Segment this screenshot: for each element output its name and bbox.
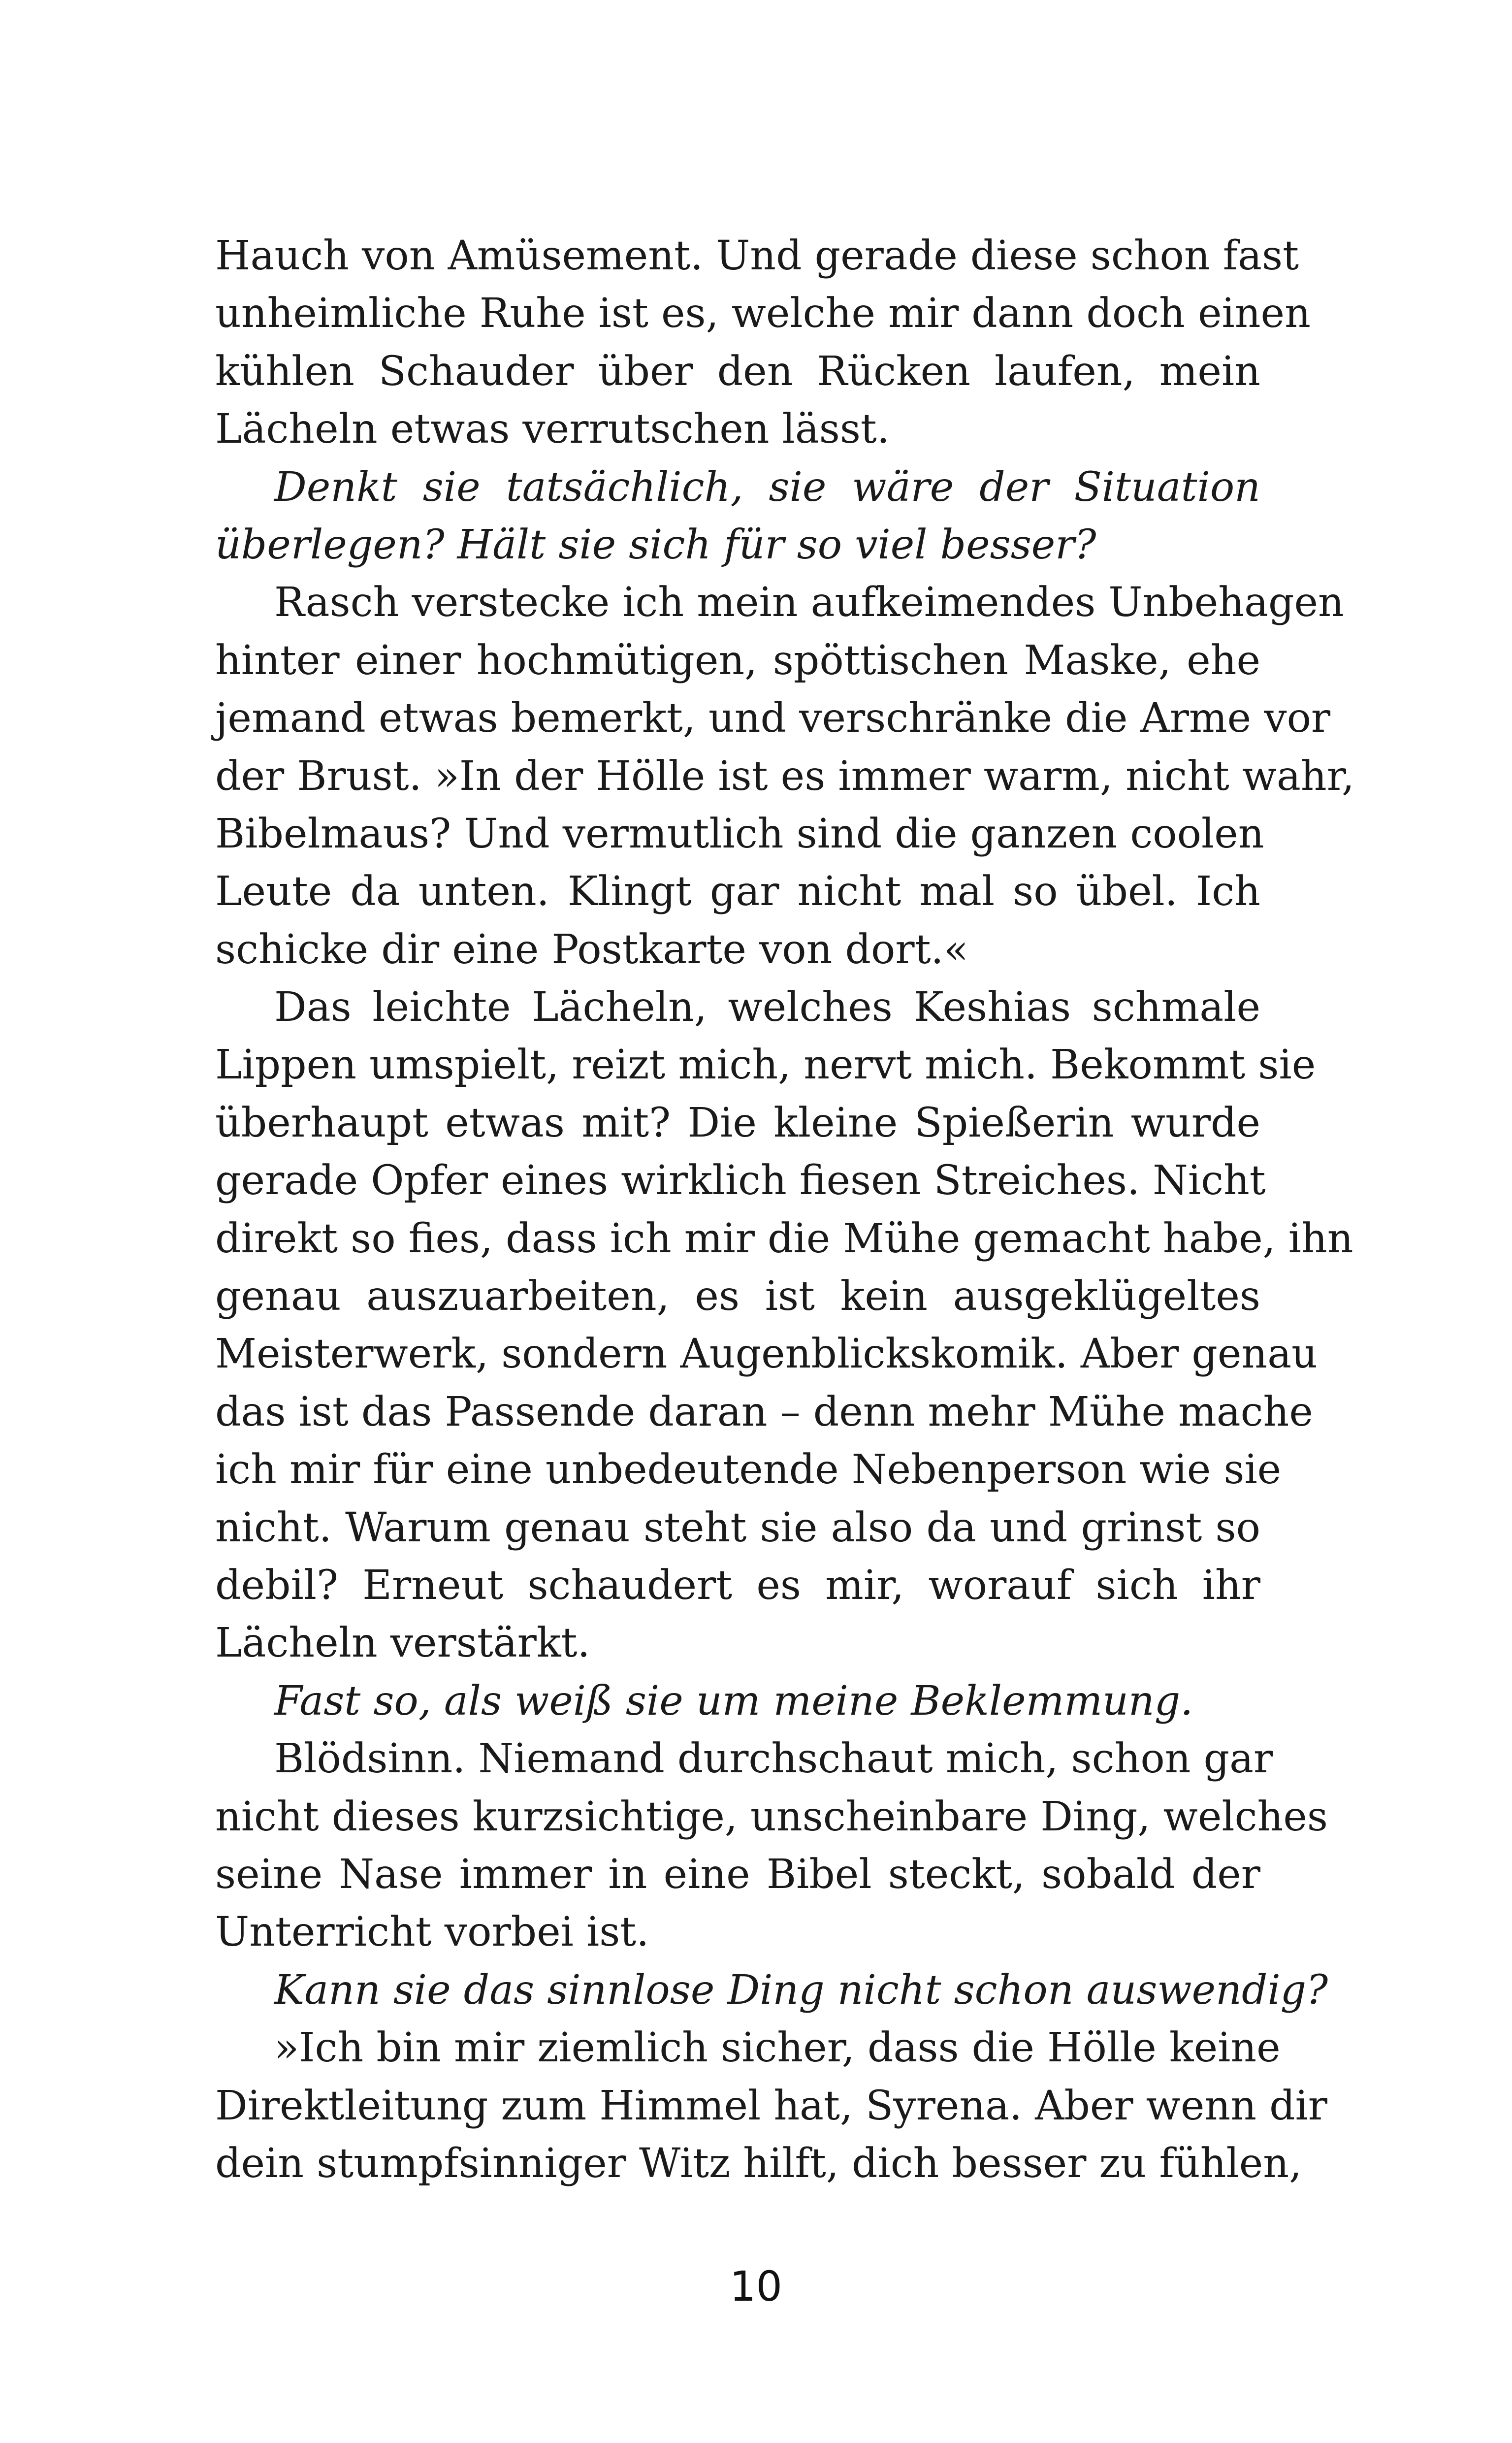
text-line: Hauch von Amüsement. Und gerade diese schon fast: [215, 232, 1299, 279]
text-line: Lippen umspielt, reizt mich, nervt mich. Bekommt sie: [215, 1042, 1316, 1089]
italic-text-line: überlegen? Hält sie sich für so viel besser?: [215, 521, 1096, 568]
text-line: Leute da unten. Klingt gar nicht mal so übel. Ich: [215, 868, 1260, 915]
text-line: dein stumpfsinniger Witz hilft, dich besser zu fühlen,: [215, 2140, 1302, 2187]
text-line: das ist das Passende daran – denn mehr Mühe mache: [215, 1388, 1313, 1435]
italic-text-line: Fast so, als weiß sie um meine Beklemmung.: [274, 1677, 1193, 1725]
text-line: kühlen Schauder über den Rücken laufen, mein: [215, 348, 1260, 395]
text-line: direkt so fies, dass ich mir die Mühe gemacht habe, ihn: [215, 1215, 1353, 1262]
italic-text-line: Denkt sie tatsächlich, sie wäre der Situation: [274, 463, 1260, 511]
text-line: Blödsinn. Niemand durchschaut mich, schon gar: [274, 1735, 1273, 1783]
text-line: schicke dir eine Postkarte von dort.«: [215, 926, 968, 973]
text-line: hinter einer hochmütigen, spöttischen Maske, ehe: [215, 637, 1260, 684]
text-line: unheimliche Ruhe ist es, welche mir dann doch einen: [215, 290, 1311, 337]
text-line: nicht dieses kurzsichtige, unscheinbare Ding, welches: [215, 1793, 1328, 1840]
page-number: 10: [730, 2262, 782, 2311]
text-line: Rasch verstecke ich mein aufkeimendes Unbehagen: [274, 579, 1344, 626]
text-line: seine Nase immer in eine Bibel steckt, sobald der: [215, 1851, 1260, 1898]
text-line: Lächeln verstärkt.: [215, 1620, 590, 1667]
text-line: nicht. Warum genau steht sie also da und grinst so: [215, 1504, 1260, 1551]
text-line: genau auszuarbeiten, es ist kein ausgeklügeltes: [215, 1273, 1260, 1320]
text-line: der Brust. »In der Hölle ist es immer warm, nicht wahr,: [215, 752, 1354, 800]
italic-text-line: Kann sie das sinnlose Ding nicht schon auswendig?: [274, 1966, 1328, 2014]
text-line: Lächeln etwas verrutschen lässt.: [215, 406, 890, 453]
text-line: Bibelmaus? Und vermutlich sind die ganzen coolen: [215, 810, 1264, 857]
text-line: überhaupt etwas mit? Die kleine Spießerin wurde: [215, 1099, 1260, 1146]
text-line: gerade Opfer eines wirklich fiesen Streiches. Nicht: [215, 1157, 1266, 1205]
body-text: [215, 227, 1354, 2192]
text-line: ich mir für eine unbedeutende Nebenperson wie sie: [215, 1446, 1282, 1494]
text-line: Direktleitung zum Himmel hat, Syrena. Aber wenn dir: [215, 2082, 1328, 2129]
text-line: »Ich bin mir ziemlich sicher, dass die Hölle keine: [274, 2024, 1281, 2072]
text-line: Meisterwerk, sondern Augenblickskomik. Aber genau: [215, 1331, 1318, 1378]
text-line: jemand etwas bemerkt, und verschränke die Arme vor: [215, 695, 1331, 742]
text-line: Unterricht vorbei ist.: [215, 1909, 649, 1956]
text-line: debil? Erneut schaudert es mir, worauf sich ihr: [215, 1562, 1260, 1609]
text-line: Das leichte Lächeln, welches Keshias schmale: [274, 984, 1260, 1031]
